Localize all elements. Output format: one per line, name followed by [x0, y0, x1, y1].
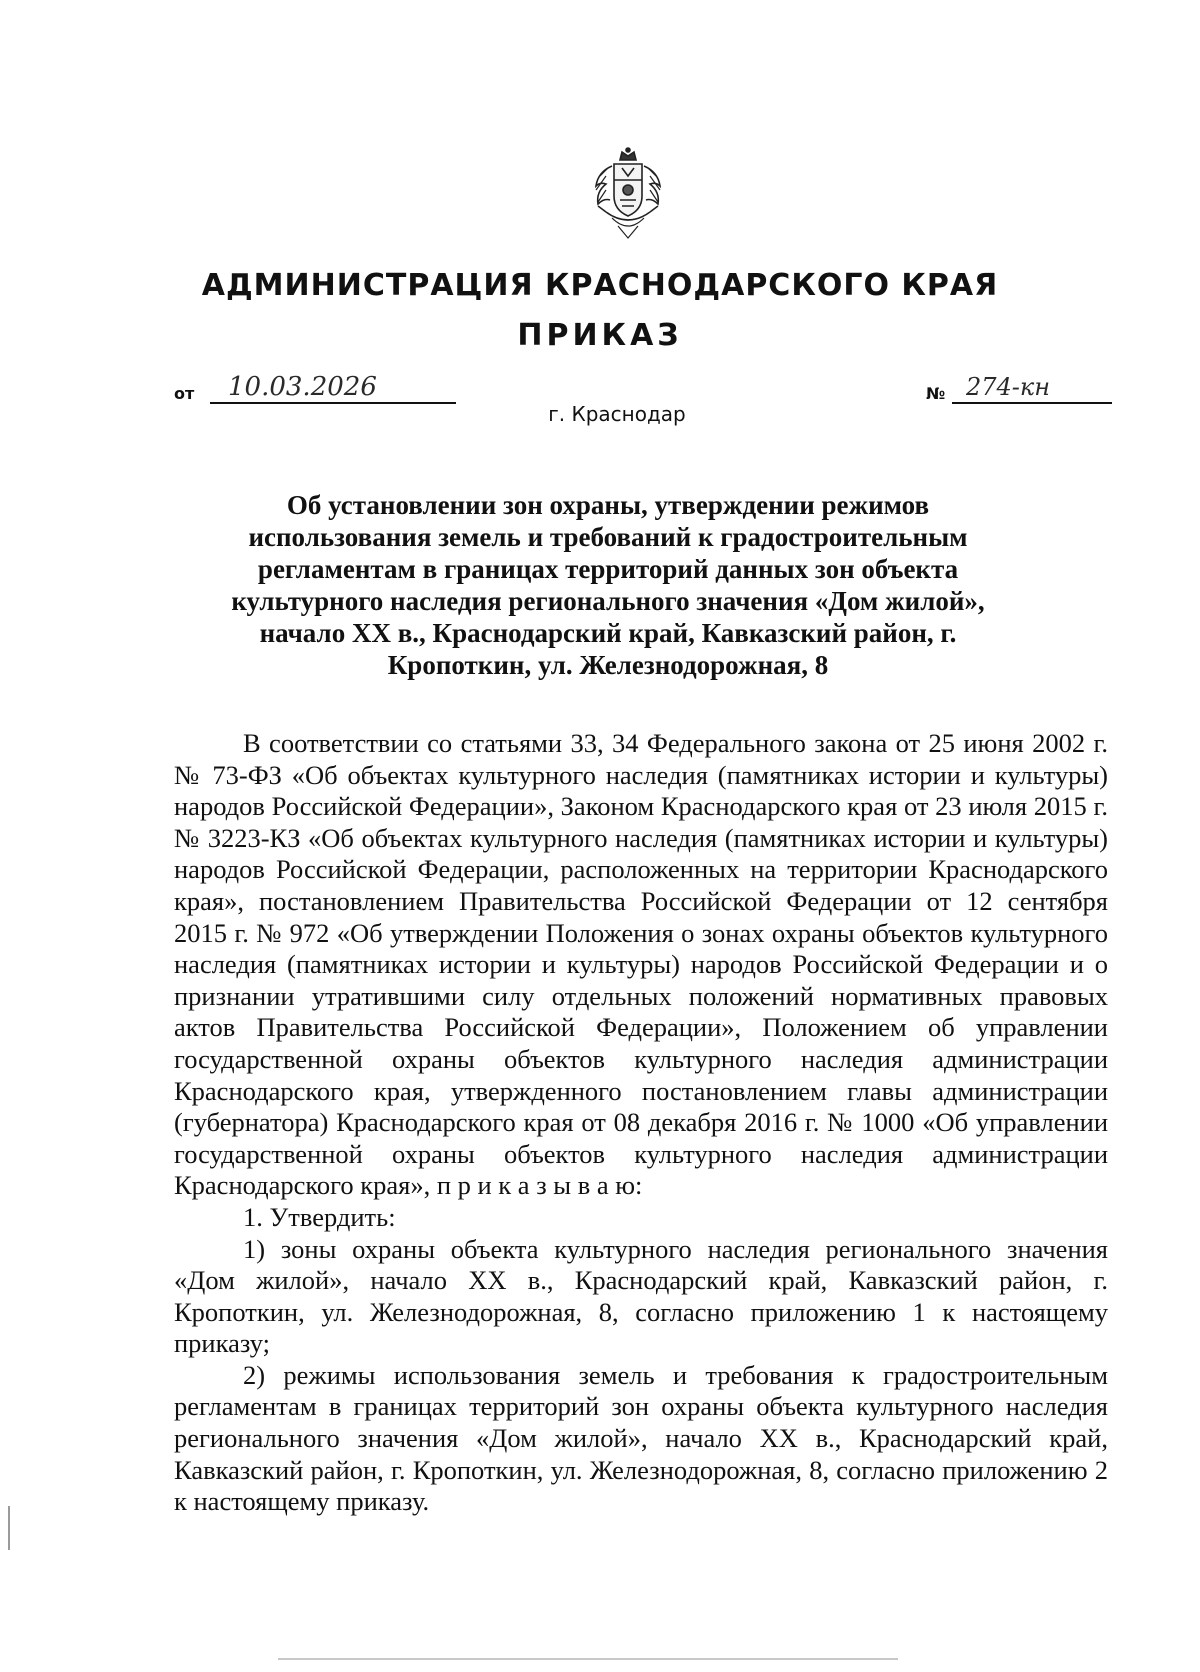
organization-title: АДМИНИСТРАЦИЯ КРАСНОДАРСКОГО КРАЯ	[201, 268, 999, 303]
document-body	[174, 728, 1108, 1518]
coat-of-arms-icon	[586, 146, 670, 242]
document-type: ПРИКАЗ	[517, 318, 683, 353]
city: г. Краснодар	[548, 402, 686, 426]
scan-margin-mark	[8, 1506, 10, 1550]
clause-1: 1. Утвердить:	[243, 1201, 396, 1232]
document-subject: Об установлении зон охраны, утверждении режимов использования земель и требований к градостроительным регламентам в границах территорий данных зон объекта культурного наследия регионального значения «Дом жилой», начало XX в., Краснодарский край, Кавказский район, г. Кропоткин, ул. Железнодорожная, 8	[231, 490, 985, 680]
number-label: №	[926, 384, 946, 403]
clause-1-1: 1) зоны охраны объекта культурного наследия регионального значения «Дом жилой», начало XX в., Краснодарский край, Кавказский район, г. Кропоткин, ул. Железнодорожная, 8, согласно приложению 1 к настоящему приказу;	[174, 1233, 1108, 1359]
date-value: 10.03.2026	[210, 372, 456, 404]
clause-1-2: 2) режимы использования земель и требования к градостроительным регламентам в границах территорий зон охраны объекта культурного наследия регионального значения «Дом жилой», начало XX в., Краснодарский край, Кавказский район, г. Кропоткин, ул. Железнодорожная, 8, согласно приложению 2 к настоящему приказу.	[174, 1359, 1108, 1517]
scan-bottom-line	[278, 1658, 898, 1660]
number-value: 274-кн	[952, 372, 1112, 404]
date-label: от	[174, 384, 195, 403]
preamble-paragraph: В соответствии со статьями 33, 34 Федерального закона от 25 июня 2002 г. № 73-ФЗ «Об объектах культурного наследия (памятниках истории и культуры) народов Российской Федерации», Законом Краснодарского края от 23 июля 2015 г. № 3223-КЗ «Об объектах культурного наследия (памятниках истории и культуры) народов Российской Федерации, расположенных на территории Краснодарского края», постановлением Правительства Российской Федерации от 12 сентября 2015 г. № 972 «Об утверждении Положения о зонах охраны объектов культурного наследия (памятниках истории и культуры) народов Российской Федерации и о признании утратившими силу отдельных положений нормативных правовых актов Правительства Российской Федерации», Положением об управлении государственной охраны объектов культурного наследия администрации Краснодарского края, утвержденного постановлением главы администрации (губернатора) Краснодарского края от 08 декабря 2016 г. № 1000 «Об управлении государственной охраны объектов культурного наследия администрации Краснодарского края», п р и к а з ы в а ю:	[174, 728, 1108, 1201]
